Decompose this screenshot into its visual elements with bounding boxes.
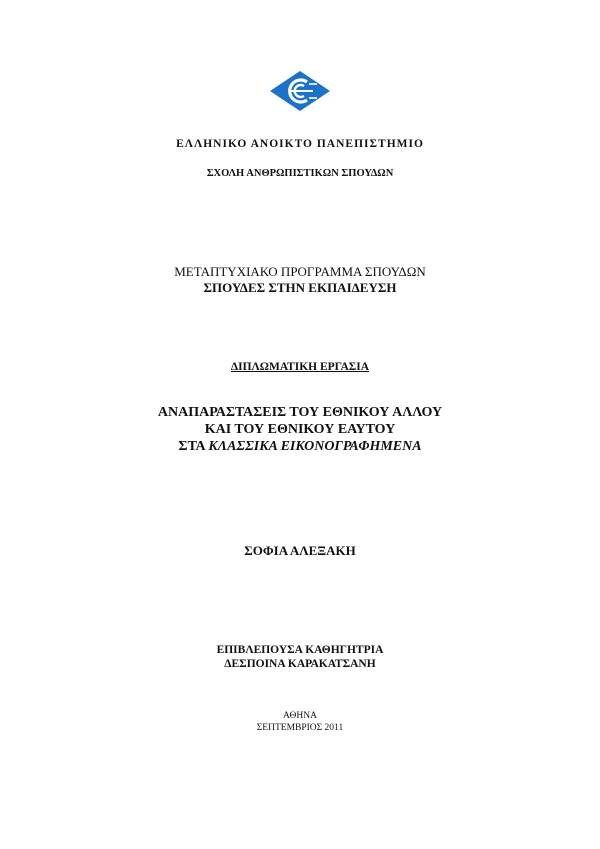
thesis-label: ΔΙΠΛΩΜΑΤΙΚΗ ΕΡΓΑΣΙΑ <box>230 361 370 373</box>
university-logo-icon <box>269 70 331 112</box>
supervisor-name: ΔΕΣΠΟΙΝΑ ΚΑΡΑΚΑΤΣΑΝΗ <box>224 658 376 670</box>
author-name: ΣΟΦΙΑ ΑΛΕΞΑΚΗ <box>244 543 356 558</box>
program-specialization: ΣΠΟΥΔΕΣ ΣΤΗΝ ΕΚΠΑΙΔΕΥΣΗ <box>203 280 397 295</box>
date: ΣΕΠΤΕΜΒΡΙΟΣ 2011 <box>256 723 344 733</box>
program-name: ΜΕΤΑΠΤΥΧΙΑΚΟ ΠΡΟΓΡΑΜΜΑ ΣΠΟΥΔΩΝ <box>174 264 426 279</box>
university-name: ΕΛΛΗΝΙΚΟ ΑΝΟΙΚΤΟ ΠΑΝΕΠΙΣΤΗΜΙΟ <box>176 138 424 150</box>
thesis-title-line-3 <box>0 439 600 455</box>
place: ΑΘΗΝΑ <box>283 711 317 721</box>
thesis-title-line-1: ΑΝΑΠΑΡΑΣΤΑΣΕΙΣ ΤΟΥ ΕΘΝΙΚΟΥ ΑΛΛΟΥ <box>157 405 443 420</box>
supervisor-label: ΕΠΙΒΛΕΠΟΥΣΑ ΚΑΘΗΓΗΤΡΙΑ <box>216 644 384 656</box>
thesis-title-line-2: ΚΑΙ ΤΟΥ ΕΘΝΙΚΟΥ ΕΑΥΤΟΥ <box>204 422 396 437</box>
title-prefix: ΣΤΑ <box>178 439 209 454</box>
title-italic-phrase: ΚΛΑΣΣΙΚΑ ΕΙΚΟΝΟΓΡΑΦΗΜΕΝΑ <box>208 439 422 454</box>
school-name: ΣΧΟΛΗ ΑΝΘΡΩΠΙΣΤΙΚΩΝ ΣΠΟΥΔΩΝ <box>206 168 394 179</box>
